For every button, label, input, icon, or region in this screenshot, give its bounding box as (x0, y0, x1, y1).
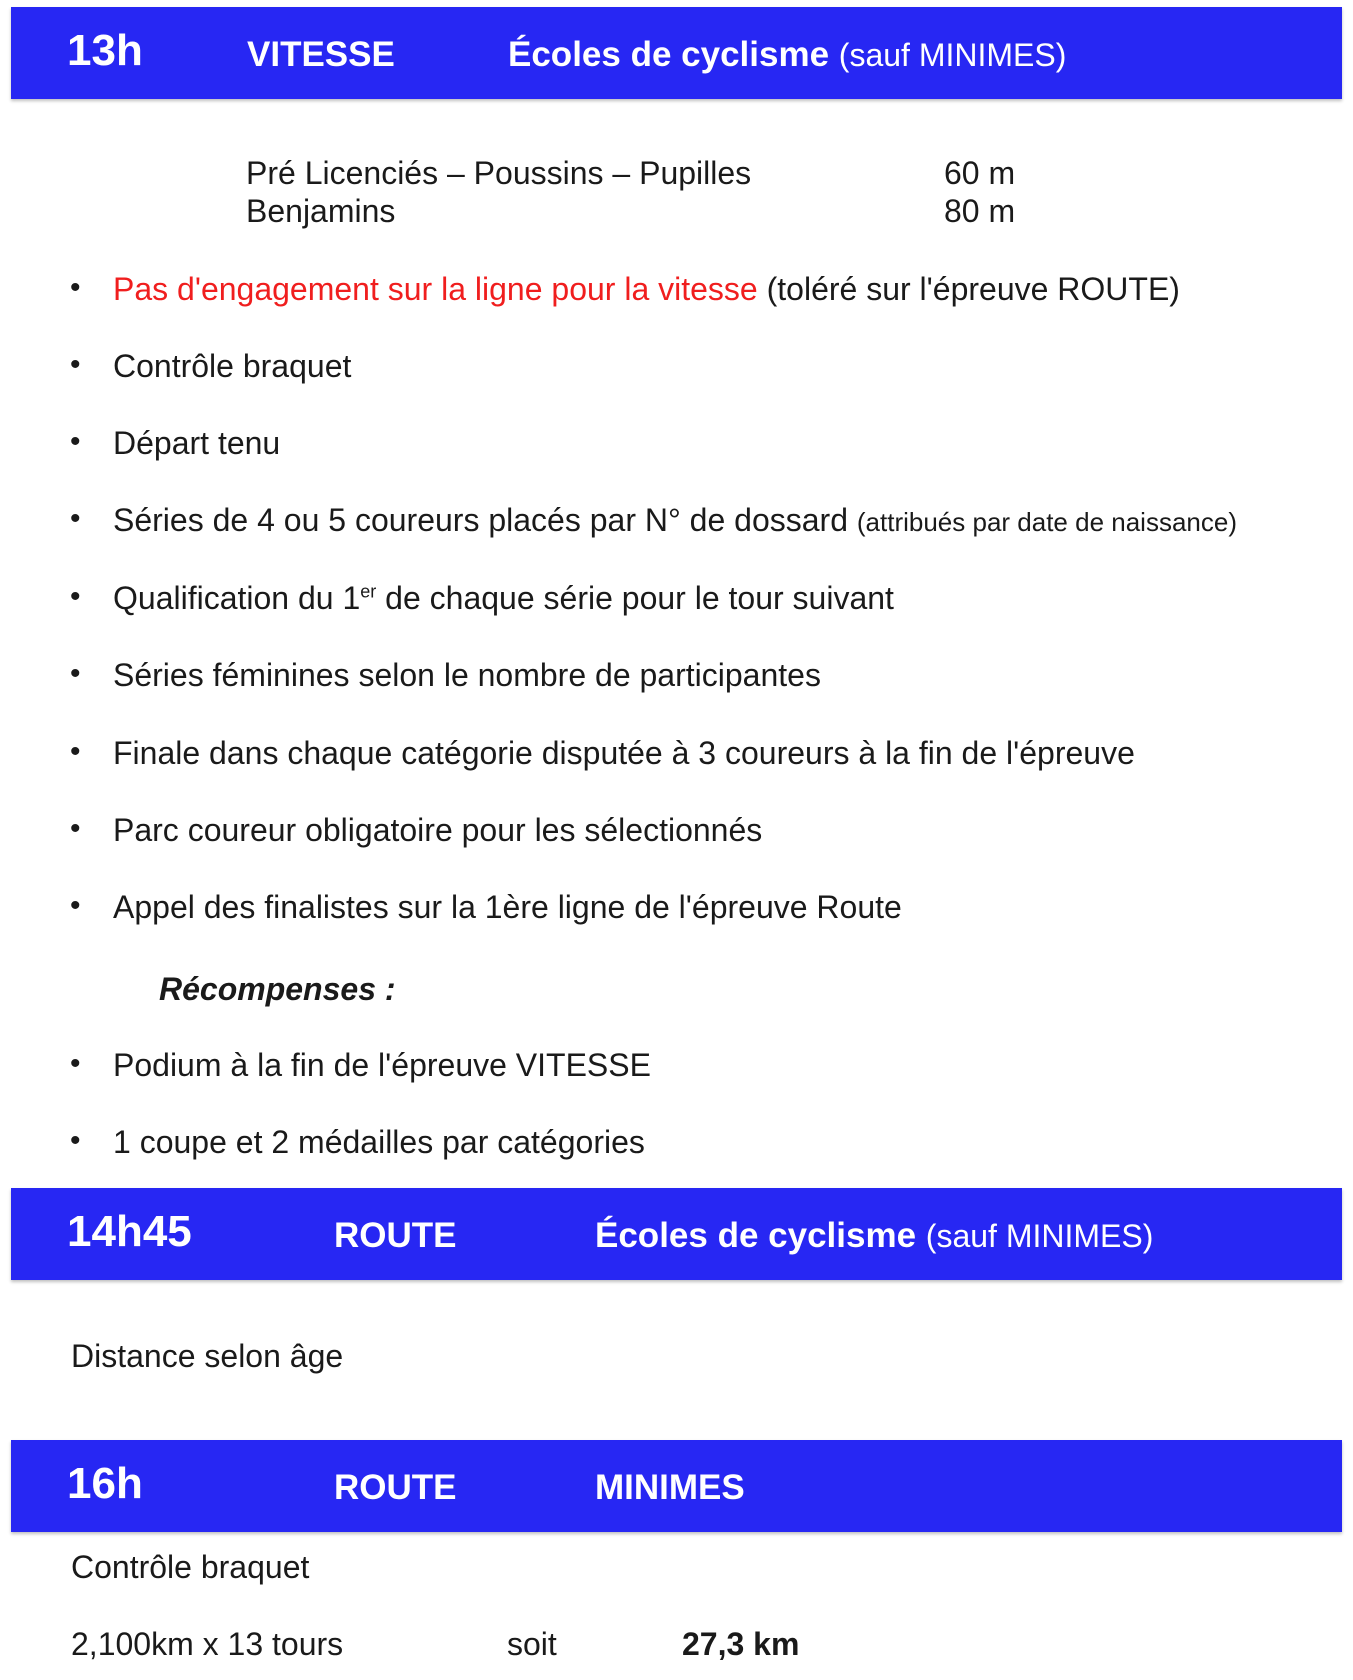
section-group-name: MINIMES (595, 1468, 745, 1507)
bullet-icon: • (70, 580, 81, 613)
bullet-icon: • (70, 657, 81, 690)
distance-value: 80 m (944, 193, 1016, 229)
minimes-laps: 2,100km x 13 tours (71, 1626, 344, 1662)
reward-text: Podium à la fin de l'épreuve VITESSE (113, 1047, 651, 1083)
rewards-heading: Récompenses : (159, 971, 396, 1007)
rule-text: Appel des finalistes sur la 1ère ligne de l'épreuve Route (113, 889, 902, 925)
bullet-icon: • (70, 502, 81, 535)
bullet-icon: • (70, 1124, 81, 1157)
bullet-icon: • (70, 1047, 81, 1080)
bullet-icon: • (70, 271, 81, 304)
rule-text: de chaque série pour le tour suivant (376, 580, 894, 616)
reward-text: 1 coupe et 2 médailles par catégories (113, 1124, 645, 1160)
rule-text: Parc coureur obligatoire pour les sélectionnés (113, 812, 763, 848)
section-event: ROUTE (334, 1216, 457, 1255)
rule-superscript: er (360, 581, 377, 602)
minimes-soit: soit (507, 1626, 557, 1662)
bullet-icon: • (70, 812, 81, 845)
section-group-name: Écoles de cyclisme (595, 1216, 917, 1255)
section-header-route-minimes (11, 1440, 1342, 1532)
section-group-name: Écoles de cyclisme (508, 35, 830, 74)
section-group-note: (sauf MINIMES) (925, 1218, 1154, 1254)
section-header-route-ecoles (11, 1188, 1342, 1280)
route-distance-note: Distance selon âge (71, 1338, 344, 1374)
section-time: 16h (67, 1459, 143, 1508)
rule-text: Séries de 4 ou 5 coureurs placés par N° de dossard (113, 502, 857, 538)
rule-note: (attribués par date de naissance) (856, 507, 1237, 537)
section-group-note: (sauf MINIMES) (838, 37, 1067, 73)
section-event: ROUTE (334, 1468, 457, 1507)
section-time: 14h45 (67, 1207, 192, 1256)
rule-text: Qualification du 1 (113, 580, 361, 616)
rule-highlight: Pas d'engagement sur la ligne pour la vitesse (113, 271, 758, 307)
rule-text: Départ tenu (113, 425, 281, 461)
section-event: VITESSE (247, 35, 395, 74)
rule-text: Séries féminines selon le nombre de participantes (113, 657, 821, 693)
bullet-icon: • (70, 348, 81, 381)
rule-text: Contrôle braquet (113, 348, 352, 384)
bullet-icon: • (70, 735, 81, 768)
bullet-icon: • (70, 425, 81, 458)
distance-category: Pré Licenciés – Poussins – Pupilles (246, 155, 752, 191)
section-group (595, 1216, 1153, 1256)
distance-value: 60 m (944, 155, 1016, 191)
rule-text: Finale dans chaque catégorie disputée à 3 coureurs à la fin de l'épreuve (113, 735, 1135, 771)
bullet-icon: • (70, 889, 81, 922)
section-group (508, 35, 1066, 75)
section-time: 13h (67, 26, 143, 75)
rule-text: (toléré sur l'épreuve ROUTE) (757, 271, 1180, 307)
minimes-note: Contrôle braquet (71, 1549, 310, 1585)
distance-category: Benjamins (246, 193, 396, 229)
section-header-vitesse (11, 7, 1342, 99)
minimes-total: 27,3 km (682, 1626, 800, 1662)
